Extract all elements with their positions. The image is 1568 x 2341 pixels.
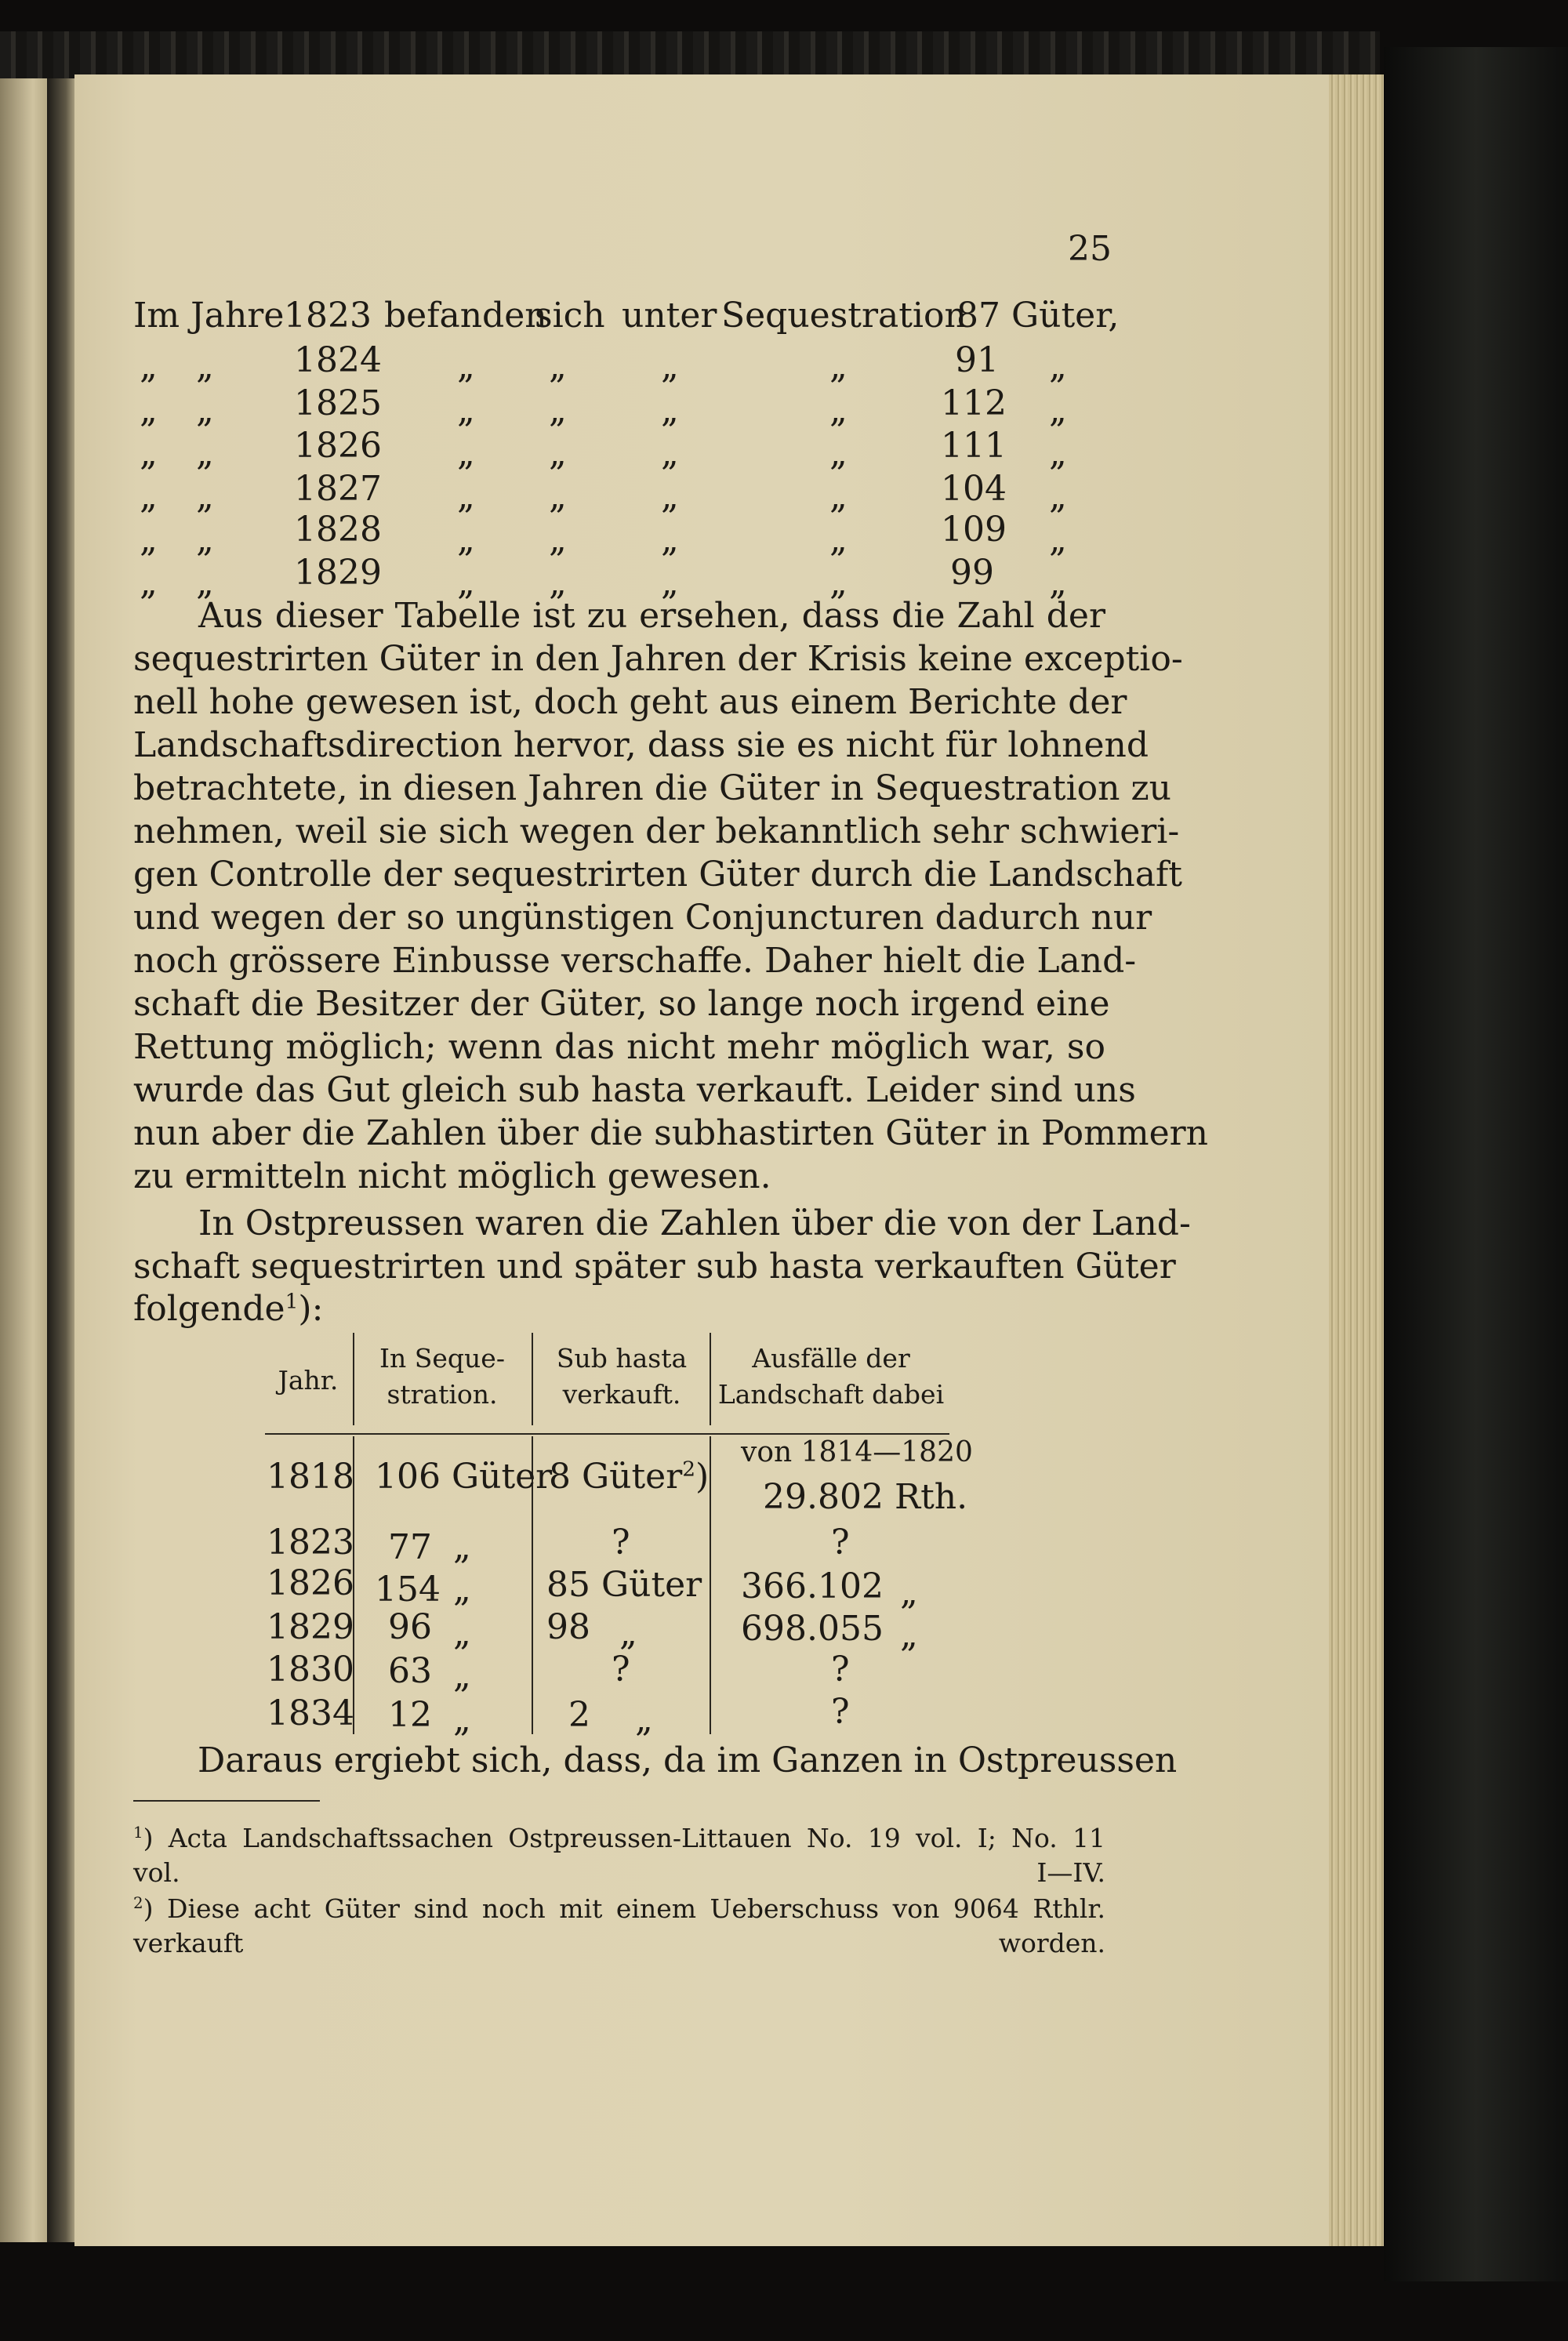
page-stack-edge bbox=[1329, 74, 1384, 2246]
cell-year: 1826 bbox=[267, 1563, 354, 1603]
row-count: 99 bbox=[950, 553, 994, 593]
table-rule bbox=[532, 1333, 533, 1425]
ditto-mark: „ bbox=[196, 563, 214, 603]
ditto-mark: „ bbox=[196, 520, 214, 560]
ditto-mark: „ bbox=[457, 347, 475, 387]
cell-year: 1830 bbox=[267, 1650, 354, 1690]
ditto-mark: „ bbox=[196, 477, 214, 517]
cell-sub: ? bbox=[612, 1523, 630, 1562]
row-year: 1826 bbox=[294, 426, 382, 466]
cell-year: 1829 bbox=[267, 1607, 354, 1647]
cell-seq: 154 bbox=[375, 1570, 441, 1610]
cell-sub: 98 bbox=[546, 1607, 590, 1647]
text-line: nun aber die Zahlen über die subhastirten Güter in Pommern bbox=[133, 1113, 1208, 1153]
text-line: und wegen der so ungünstigen Conjuncturen dadurch nur bbox=[133, 898, 1152, 938]
ditto-mark: „ bbox=[661, 390, 679, 430]
ditto-mark: „ bbox=[1049, 390, 1067, 430]
cell-seq: 106 Güter bbox=[375, 1457, 553, 1497]
cell-sub-tail: ) bbox=[695, 1457, 710, 1497]
ditto-mark: „ bbox=[1049, 347, 1067, 387]
row-word: Sequestration bbox=[721, 296, 967, 336]
cell-sub bbox=[549, 1455, 709, 1499]
ditto-mark: „ bbox=[140, 520, 158, 560]
text-line: gen Controlle der sequestrirten Güter durch die Landschaft bbox=[133, 855, 1182, 895]
ditto-mark: „ bbox=[457, 563, 475, 603]
ditto-mark: „ bbox=[829, 390, 848, 430]
text-line: Rettung möglich; wenn das nicht mehr möglich war, so bbox=[133, 1027, 1105, 1067]
ditto-mark: „ bbox=[196, 347, 214, 387]
row-unit: Güter, bbox=[1011, 296, 1120, 336]
spine-shadow bbox=[47, 78, 78, 2242]
ditto-mark: „ bbox=[829, 347, 848, 387]
text-fragment: ): bbox=[298, 1289, 324, 1329]
row-count: 104 bbox=[941, 469, 1007, 509]
cell-loss-period: von 1814—1820 bbox=[741, 1436, 973, 1468]
book-cover-edge bbox=[1384, 47, 1568, 2281]
row-word: befanden bbox=[384, 296, 547, 336]
ditto-mark: „ bbox=[549, 347, 567, 387]
cell-year: 1818 bbox=[267, 1457, 354, 1497]
cell-year: 1823 bbox=[267, 1523, 354, 1562]
footnote-line: vol. I—IV. bbox=[133, 1857, 1105, 1888]
text-line: nell hohe gewesen ist, doch geht aus einem Berichte der bbox=[133, 682, 1127, 722]
ditto-mark: „ bbox=[140, 563, 158, 603]
ditto-mark: „ bbox=[140, 347, 158, 387]
ditto-mark: „ bbox=[457, 520, 475, 560]
ditto-mark: „ bbox=[140, 477, 158, 517]
text-line: nehmen, weil sie sich wegen der bekanntlich sehr schwieri- bbox=[133, 811, 1180, 851]
cell-year: 1834 bbox=[267, 1693, 354, 1733]
text-line bbox=[133, 1287, 323, 1331]
ditto-mark: „ bbox=[453, 1527, 471, 1567]
cell-seq: 12 bbox=[388, 1695, 432, 1735]
header-loss bbox=[713, 1341, 949, 1413]
ditto-mark: „ bbox=[196, 434, 214, 474]
header-year: Jahr. bbox=[278, 1365, 339, 1396]
row-count: 87 bbox=[956, 296, 1000, 336]
cell-sub: ? bbox=[612, 1650, 630, 1690]
cell-loss: ? bbox=[831, 1523, 850, 1562]
ditto-mark: „ bbox=[196, 390, 214, 430]
header-seq bbox=[354, 1341, 530, 1413]
cell-seq: 96 bbox=[388, 1607, 432, 1647]
text-fragment: folgende bbox=[133, 1289, 285, 1329]
left-page-edge bbox=[0, 78, 47, 2242]
ditto-mark: „ bbox=[549, 477, 567, 517]
footnote-mark: 1 bbox=[133, 1824, 143, 1842]
ditto-mark: „ bbox=[549, 520, 567, 560]
ditto-mark: „ bbox=[900, 1615, 918, 1655]
footnote-text: Acta Landschaftssachen Ostpreussen-Littauen No. 19 vol. I; No. 11 bbox=[168, 1823, 1105, 1853]
ditto-mark: „ bbox=[661, 520, 679, 560]
ditto-mark: „ bbox=[549, 434, 567, 474]
row-year: 1824 bbox=[294, 340, 382, 380]
ditto-mark: „ bbox=[1049, 477, 1067, 517]
footnote-line: $^2$) Diese acht Güter sind noch mit einem Ueberschuss von 9064 Rthlr. bbox=[133, 1893, 1105, 1924]
footnote-ref-1[interactable]: 1 bbox=[285, 1289, 299, 1314]
text-line: schaft sequestrirten und später sub hasta verkauften Güter bbox=[133, 1247, 1176, 1287]
ditto-mark: „ bbox=[457, 390, 475, 430]
table-rule bbox=[353, 1333, 354, 1425]
ditto-mark: „ bbox=[661, 477, 679, 517]
row-year: 1827 bbox=[294, 469, 382, 509]
ditto-mark: „ bbox=[1049, 563, 1067, 603]
ditto-mark: „ bbox=[661, 434, 679, 474]
footnote-line: verkauft worden. bbox=[133, 1928, 1105, 1958]
footnote-text: Diese acht Güter sind noch mit einem Ueberschuss von 9064 Rthlr. bbox=[167, 1893, 1105, 1924]
text-line: Landschaftsdirection hervor, dass sie es nicht für lohnend bbox=[133, 725, 1149, 765]
ditto-mark: „ bbox=[829, 477, 848, 517]
cell-sub: 85 Güter bbox=[546, 1565, 702, 1605]
text-line: zu ermitteln nicht möglich gewesen. bbox=[133, 1156, 771, 1196]
cell-loss: 698.055 bbox=[741, 1609, 884, 1649]
header-line: verkauft. bbox=[562, 1379, 681, 1410]
row-word: unter bbox=[622, 296, 717, 336]
ditto-mark: „ bbox=[549, 390, 567, 430]
cell-seq: 63 bbox=[388, 1651, 432, 1691]
ditto-mark: „ bbox=[900, 1573, 918, 1613]
header-line: Ausfälle der bbox=[752, 1343, 910, 1374]
cell-loss: ? bbox=[831, 1692, 850, 1732]
text-line: noch grössere Einbusse verschaffe. Daher hielt die Land- bbox=[133, 941, 1137, 981]
ditto-mark: „ bbox=[457, 434, 475, 474]
row-word: sich bbox=[535, 296, 605, 336]
text-line: schaft die Besitzer der Güter, so lange noch irgend eine bbox=[133, 984, 1110, 1024]
ditto-mark: „ bbox=[635, 1700, 653, 1740]
row-count: 111 bbox=[941, 426, 1007, 466]
ditto-mark: „ bbox=[829, 434, 848, 474]
ditto-mark: „ bbox=[140, 390, 158, 430]
row-prefix: Im Jahre bbox=[133, 296, 285, 336]
header-line: stration. bbox=[387, 1379, 498, 1410]
ditto-mark: „ bbox=[453, 1700, 471, 1740]
page-number: 25 bbox=[1068, 229, 1112, 269]
header-line: Sub hasta bbox=[556, 1343, 688, 1374]
ditto-mark: „ bbox=[1049, 434, 1067, 474]
header-sub bbox=[535, 1341, 709, 1413]
row-year: 1828 bbox=[294, 510, 382, 550]
ditto-mark: „ bbox=[619, 1613, 637, 1653]
header-line: In Seque- bbox=[379, 1343, 505, 1374]
table-rule bbox=[710, 1436, 711, 1734]
row-count: 112 bbox=[941, 383, 1007, 423]
ditto-mark: „ bbox=[453, 1613, 471, 1653]
header-line: Landschaft dabei bbox=[717, 1379, 945, 1410]
text-line: wurde das Gut gleich sub hasta verkauft. Leider sind uns bbox=[133, 1070, 1136, 1110]
ditto-mark: „ bbox=[829, 563, 848, 603]
row-year: 1825 bbox=[294, 383, 382, 423]
cell-seq: 77 bbox=[388, 1527, 432, 1567]
text-line: Aus dieser Tabelle ist zu ersehen, dass die Zahl der bbox=[198, 596, 1105, 636]
footnote-ref-2[interactable]: 2 bbox=[682, 1457, 696, 1482]
row-count: 109 bbox=[941, 510, 1007, 550]
ditto-mark: „ bbox=[457, 477, 475, 517]
footnote-line: $^1$) Acta Landschaftssachen Ostpreussen-Littauen No. 19 vol. I; No. 11 bbox=[133, 1823, 1105, 1853]
row-year: 1823 bbox=[284, 296, 372, 336]
cell-loss: 29.802 Rth. bbox=[763, 1477, 968, 1517]
table-rule bbox=[710, 1333, 711, 1425]
ditto-mark: „ bbox=[661, 347, 679, 387]
ditto-mark: „ bbox=[453, 1570, 471, 1610]
ditto-mark: „ bbox=[549, 563, 567, 603]
ditto-mark: „ bbox=[140, 434, 158, 474]
footnote-mark: 2 bbox=[133, 1894, 143, 1912]
ditto-mark: „ bbox=[453, 1656, 471, 1696]
cell-loss: 366.102 bbox=[741, 1566, 884, 1606]
cell-loss: ? bbox=[831, 1650, 850, 1690]
text-line: betrachtete, in diesen Jahren die Güter in Sequestration zu bbox=[133, 768, 1171, 808]
cell-sub-text: 8 Güter bbox=[549, 1457, 683, 1497]
text-line: Daraus ergiebt sich, dass, da im Ganzen in Ostpreussen bbox=[198, 1740, 1178, 1780]
text-line: In Ostpreussen waren die Zahlen über die von der Land- bbox=[198, 1203, 1191, 1243]
row-count: 91 bbox=[955, 340, 999, 380]
ditto-mark: „ bbox=[1049, 520, 1067, 560]
ditto-mark: „ bbox=[829, 520, 848, 560]
footnote-rule bbox=[133, 1800, 320, 1802]
cell-sub: 2 bbox=[568, 1695, 590, 1735]
row-year: 1829 bbox=[294, 553, 382, 593]
ditto-mark: „ bbox=[661, 563, 679, 603]
text-line: sequestrirten Güter in den Jahren der Krisis keine exceptio- bbox=[133, 639, 1183, 679]
